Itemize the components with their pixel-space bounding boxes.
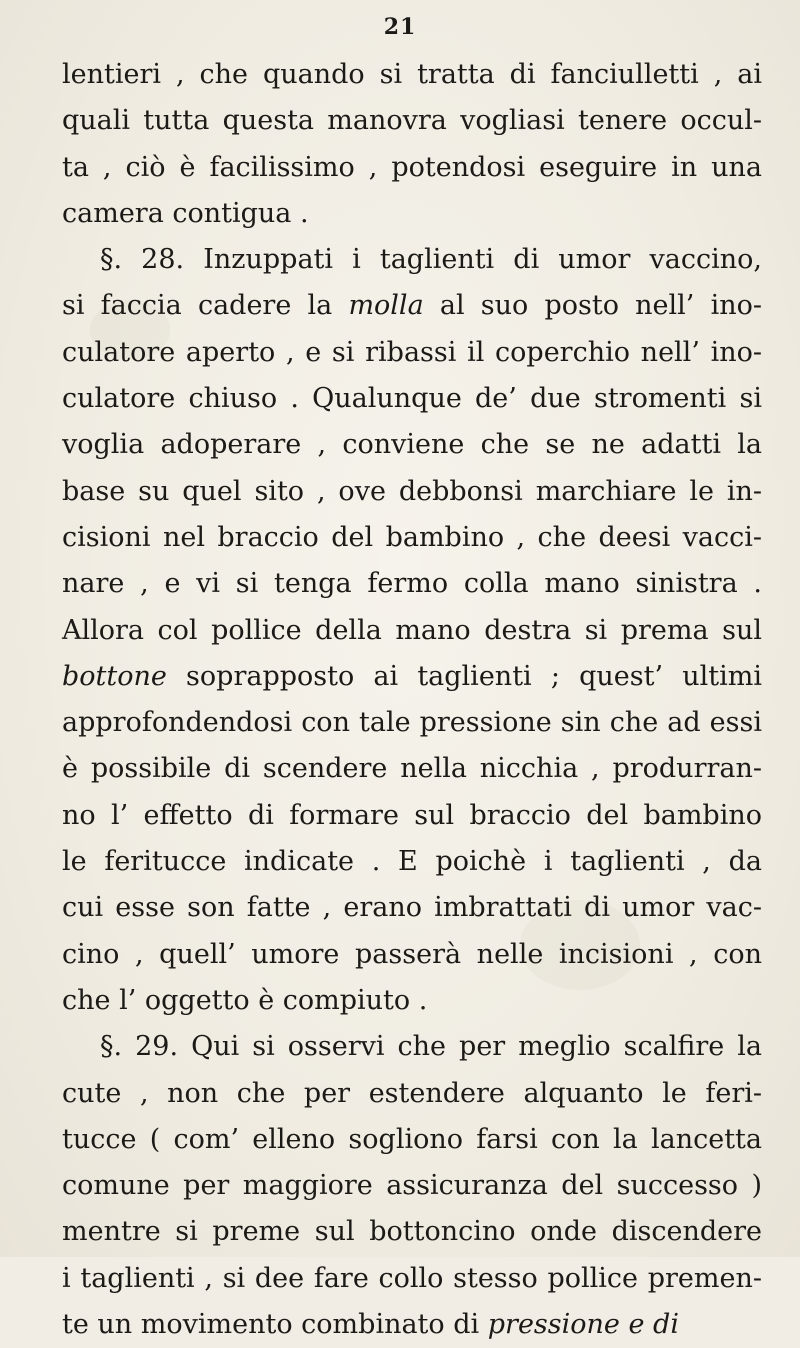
text-line — [62, 885, 762, 931]
text-segment: §. 29. Qui si osservi che per meglio scalfire la — [100, 1031, 762, 1063]
text-line — [62, 793, 762, 839]
text-line — [62, 700, 762, 746]
text-segment: le feritucce indicate . E poichè i taglienti , da — [62, 846, 762, 878]
text-line — [62, 237, 762, 283]
text-segment: si faccia cadere la — [62, 290, 349, 322]
text-line — [62, 932, 762, 978]
text-segment: te un movimento combinato di — [62, 1309, 488, 1341]
text-segment: comune per maggiore assicuranza del successo ) — [62, 1170, 762, 1202]
text-segment: no l’ effetto di formare sul braccio del bambino — [62, 799, 762, 831]
italic-text: bottone — [62, 660, 167, 692]
page-number: 21 — [383, 14, 417, 40]
text-segment: approfondendosi con tale pressione sin che ad essi — [62, 707, 762, 739]
text-segment: al suo posto nell’ ino- — [423, 290, 762, 322]
text-segment: lentieri , che quando si tratta di fanciulletti , ai — [62, 59, 762, 90]
text-line — [62, 1302, 762, 1348]
text-line — [62, 98, 762, 144]
text-segment: nare , e vi si tenga fermo colla mano sinistra . — [62, 568, 762, 600]
italic-text: pressione e di — [487, 1309, 679, 1341]
text-line — [62, 145, 762, 191]
text-segment: tucce ( com’ elleno sogliono farsi con la lancetta — [62, 1123, 762, 1155]
text-segment: culatore aperto , e si ribassi il coperchio nell’ ino- — [62, 336, 762, 368]
text-line — [62, 191, 762, 237]
text-segment: cui esse son fatte , erano imbrattati di umor vac- — [62, 892, 762, 924]
text-segment: Allora col pollice della mano destra si prema sul — [62, 614, 762, 646]
text-line — [62, 654, 762, 700]
body-text — [62, 52, 762, 1348]
text-line — [62, 469, 762, 515]
text-segment: cino , quell’ umore passerà nelle incisioni , con — [62, 938, 762, 970]
text-line — [62, 1209, 762, 1255]
text-segment: mentre si preme sul bottoncino onde discendere — [62, 1216, 762, 1248]
text-line — [62, 1071, 762, 1117]
text-segment: quali tutta questa manovra vogliasi tenere occul- — [62, 105, 762, 137]
text-line — [62, 561, 762, 607]
text-segment: voglia adoperare , conviene che se ne adatti la — [62, 429, 762, 461]
text-line — [62, 1024, 762, 1070]
italic-text: molla — [348, 290, 424, 322]
text-line — [62, 978, 762, 1024]
text-line — [62, 839, 762, 885]
text-segment: è possibile di scendere nella nicchia , produrran- — [62, 753, 762, 785]
text-line — [62, 1163, 762, 1209]
text-line — [62, 1256, 762, 1302]
text-segment: §. 28. Inzuppati i taglienti di umor vaccino, — [100, 244, 762, 276]
text-segment: base su quel sito , ove debbonsi marchiare le in- — [62, 475, 762, 507]
text-line — [62, 52, 762, 98]
text-line — [62, 1117, 762, 1163]
text-line — [62, 746, 762, 792]
text-segment: che l’ oggetto è compiuto . — [62, 984, 428, 1016]
text-line — [62, 608, 762, 654]
text-segment: cisioni nel braccio del bambino , che deesi vacci- — [62, 521, 762, 553]
text-line — [62, 376, 762, 422]
text-line — [62, 422, 762, 468]
text-line — [62, 283, 762, 329]
text-segment: i taglienti , si dee fare collo stesso pollice premen- — [62, 1262, 762, 1294]
text-segment: ta , ciò è facilissimo , potendosi eseguire in una — [62, 151, 762, 183]
text-segment: camera contigua . — [62, 197, 309, 229]
text-line — [62, 330, 762, 376]
text-segment: cute , non che per estendere alquanto le feri- — [62, 1077, 762, 1109]
text-line — [62, 515, 762, 561]
text-segment: culatore chiuso . Qualunque de’ due stromenti si — [62, 383, 762, 415]
text-segment: soprapposto ai taglienti ; quest’ ultimi — [166, 660, 762, 692]
